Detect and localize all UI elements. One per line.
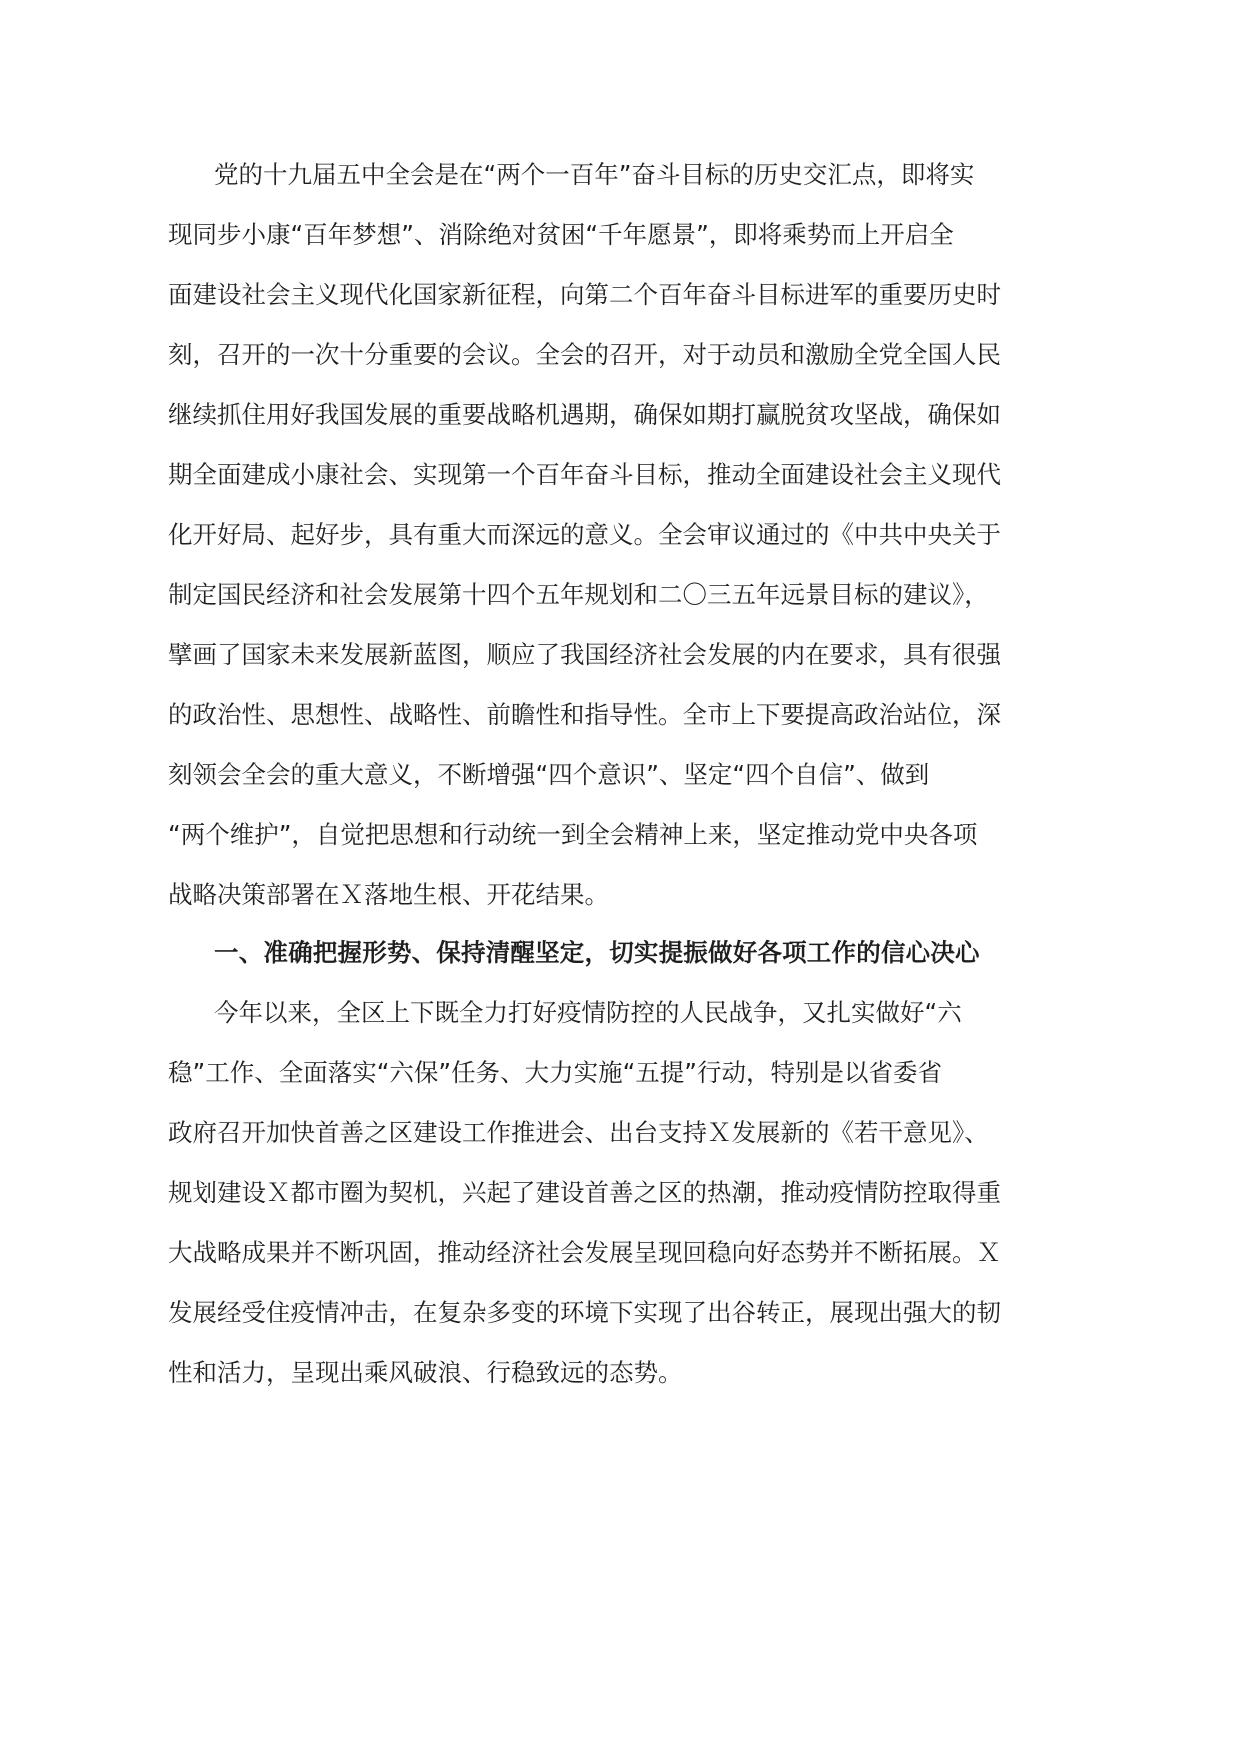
paragraph-1-line: 化开好局、起好步，具有重大而深远的意义。全会审议通过的《中共中央关于: [168, 520, 1001, 549]
paragraph-1-line: 党的十九届五中全会是在“两个一百年”奋斗目标的历史交汇点，即将实: [214, 160, 975, 189]
paragraph-1-line: 制定国民经济和社会发展第十四个五年规划和二〇三五年远景目标的建议》，: [168, 580, 989, 609]
paragraph-1-line: 期全面建成小康社会、实现第一个百年奋斗目标，推动全面建设社会主义现代: [168, 460, 1001, 489]
paragraph-1-line: 擘画了国家未来发展新蓝图，顺应了我国经济社会发展的内在要求，具有很强: [168, 640, 1001, 669]
paragraph-2-line: 规划建设Ｘ都市圈为契机，兴起了建设首善之区的热潮，推动疫情防控取得重: [168, 1178, 1001, 1207]
paragraph-2-line: 今年以来，全区上下既全力打好疫情防控的人民战争，又扎实做好“六: [214, 998, 962, 1027]
paragraph-2-line: 政府召开加快首善之区建设工作推进会、出台支持Ｘ发展新的《若干意见》、: [168, 1118, 989, 1147]
section-heading: 一、准确把握形势、保持清醒坚定，切实提振做好各项工作的信心决心: [214, 938, 980, 967]
paragraph-1-line: 刻，召开的一次十分重要的会议。全会的召开，对于动员和激励全党全国人民: [168, 340, 1001, 369]
paragraph-2-line: 发展经受住疫情冲击，在复杂多变的环境下实现了出谷转正，展现出强大的韧: [168, 1298, 1001, 1327]
paragraph-2-line: 稳”工作、全面落实“六保”任务、大力实施“五提”行动，特别是以省委省: [168, 1058, 942, 1087]
paragraph-1-line: 战略决策部署在Ｘ落地生根、开花结果。: [168, 880, 609, 909]
paragraph-1-line: 现同步小康“百年梦想”、消除绝对贫困“千年愿景”，即将乘势而上开启全: [168, 220, 954, 249]
paragraph-2-line: 性和活力，呈现出乘风破浪、行稳致远的态势。: [168, 1358, 683, 1387]
paragraph-1-line: 刻领会全会的重大意义，不断增强“四个意识”、坚定“四个自信”、做到: [168, 760, 930, 789]
paragraph-2-line: 大战略成果并不断巩固，推动经济社会发展呈现回稳向好态势并不断拓展。Ｘ: [168, 1238, 1001, 1267]
paragraph-1-line: 面建设社会主义现代化国家新征程，向第二个百年奋斗目标进军的重要历史时: [168, 280, 1001, 309]
paragraph-1-line: “两个维护”，自觉把思想和行动统一到全会精神上来，坚定推动党中央各项: [168, 820, 978, 849]
paragraph-1-line: 的政治性、思想性、战略性、前瞻性和指导性。全市上下要提高政治站位，深: [168, 700, 1001, 729]
paragraph-1-line: 继续抓住用好我国发展的重要战略机遇期，确保如期打赢脱贫攻坚战，确保如: [168, 400, 1001, 429]
